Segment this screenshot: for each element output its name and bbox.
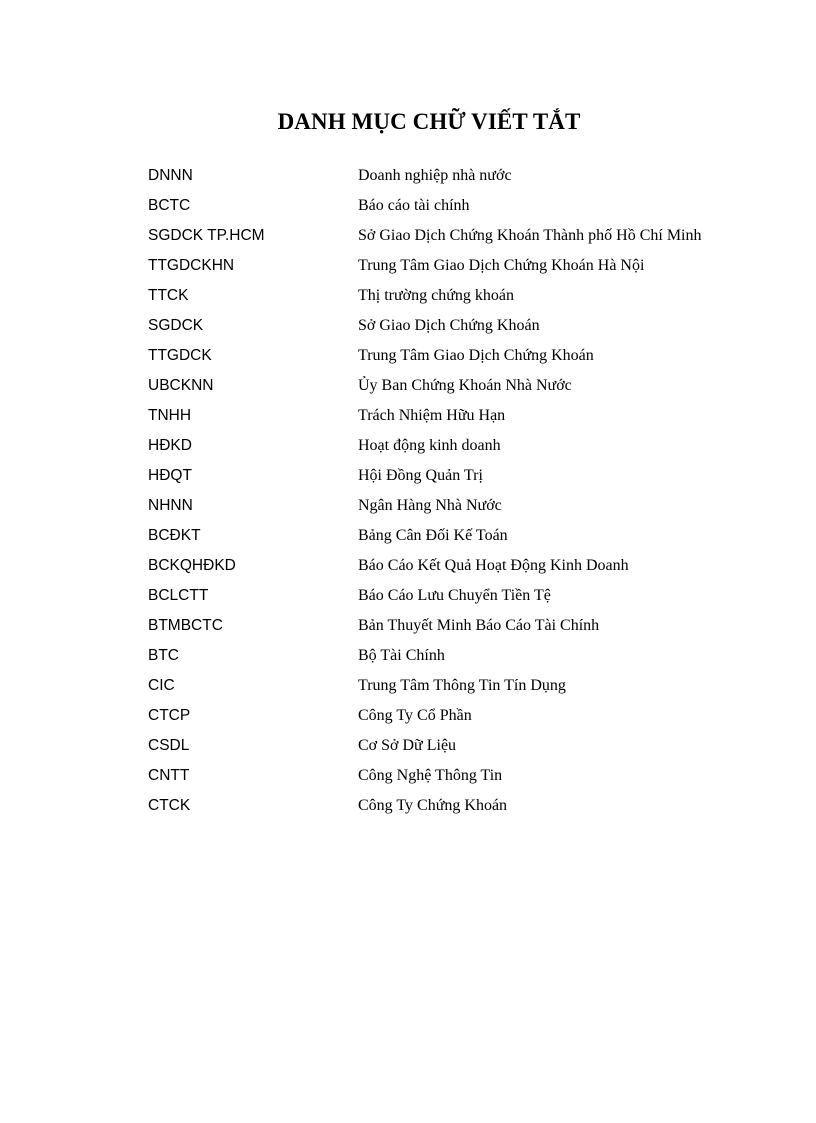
abbreviation-meaning: Sở Giao Dịch Chứng Khoán Thành phố Hồ Chí Minh (358, 227, 702, 244)
abbreviation-meaning: Ủy Ban Chứng Khoán Nhà Nước (358, 377, 572, 394)
abbreviation-term: TNHH (148, 407, 192, 424)
abbreviation-term: DNNN (148, 167, 193, 184)
abbreviation-term: HĐQT (148, 467, 192, 484)
abbreviation-meaning: Công Nghệ Thông Tin (358, 767, 503, 784)
abbreviation-row (148, 493, 788, 523)
abbreviation-row (148, 553, 788, 583)
abbreviation-meaning: Hội Đồng Quản Trị (358, 467, 483, 484)
abbreviation-meaning: Thị trường chứng khoán (358, 287, 514, 304)
abbreviation-meaning: Sở Giao Dịch Chứng Khoán (358, 317, 540, 334)
abbreviation-meaning: Công Ty Cổ Phần (358, 707, 472, 724)
abbreviation-meaning: Bản Thuyết Minh Báo Cáo Tài Chính (358, 617, 600, 634)
abbreviation-row (148, 373, 788, 403)
abbreviation-term: CTCK (148, 797, 191, 814)
abbreviation-row (148, 583, 788, 613)
abbreviation-term: BCTC (148, 197, 191, 214)
abbreviation-term: BTMBCTC (148, 617, 223, 634)
abbreviation-term: SGDCK (148, 317, 204, 334)
abbreviation-row (148, 523, 788, 553)
abbreviation-meaning: Trung Tâm Giao Dịch Chứng Khoán (358, 347, 594, 364)
abbreviation-term: CIC (148, 677, 175, 694)
abbreviation-meaning: Trung Tâm Giao Dịch Chứng Khoán Hà Nội (358, 257, 645, 274)
abbreviation-meaning: Bộ Tài Chính (358, 647, 445, 664)
abbreviation-term: TTGDCK (148, 347, 212, 364)
abbreviation-term: BCKQHĐKD (148, 557, 236, 574)
abbreviation-term: CTCP (148, 707, 191, 724)
abbreviation-row (148, 313, 788, 343)
abbreviation-meaning: Bảng Cân Đối Kế Toán (358, 527, 508, 544)
abbreviation-row (148, 343, 788, 373)
abbreviation-meaning: Ngân Hàng Nhà Nước (358, 497, 502, 514)
abbreviation-term: NHNN (148, 497, 193, 514)
abbreviation-row (148, 613, 788, 643)
abbreviation-meaning: Báo cáo tài chính (358, 197, 470, 214)
abbreviation-meaning: Cơ Sở Dữ Liệu (358, 737, 457, 754)
abbreviation-row (148, 253, 788, 283)
abbreviation-term: HĐKD (148, 437, 192, 454)
abbreviation-meaning: Công Ty Chứng Khoán (358, 797, 508, 814)
abbreviation-row (148, 193, 788, 223)
abbreviation-term: BCLCTT (148, 587, 209, 604)
abbreviation-row (148, 703, 788, 733)
abbreviation-term: BCĐKT (148, 527, 201, 544)
abbreviation-term: CSDL (148, 737, 190, 754)
abbreviation-term: CNTT (148, 767, 190, 784)
abbreviation-row (148, 763, 788, 793)
abbreviation-row (148, 283, 788, 313)
abbreviation-meaning: Trung Tâm Thông Tin Tín Dụng (358, 677, 566, 694)
abbreviation-meaning: Báo Cáo Lưu Chuyển Tiền Tệ (358, 587, 551, 604)
abbreviation-list (148, 163, 788, 823)
abbreviation-row (148, 463, 788, 493)
abbreviation-row (148, 433, 788, 463)
abbreviation-row (148, 643, 788, 673)
abbreviation-term: TTGDCKHN (148, 257, 235, 274)
abbreviation-row (148, 163, 788, 193)
abbreviation-meaning: Hoạt động kinh doanh (358, 437, 501, 454)
abbreviation-row (148, 403, 788, 433)
abbreviation-term: SGDCK TP.HCM (148, 227, 265, 244)
abbreviation-row (148, 733, 788, 763)
page-title: DANH MỤC CHỮ VIẾT TẮT (277, 109, 581, 134)
abbreviation-meaning: Báo Cáo Kết Quả Hoạt Động Kinh Doanh (358, 557, 629, 574)
abbreviation-term: TTCK (148, 287, 189, 304)
abbreviation-row (148, 793, 788, 823)
abbreviation-row (148, 673, 788, 703)
abbreviation-meaning: Doanh nghiệp nhà nước (358, 167, 512, 184)
abbreviation-meaning: Trách Nhiệm Hữu Hạn (358, 407, 506, 424)
abbreviation-term: UBCKNN (148, 377, 214, 394)
abbreviation-row (148, 223, 788, 253)
abbreviation-term: BTC (148, 647, 179, 664)
